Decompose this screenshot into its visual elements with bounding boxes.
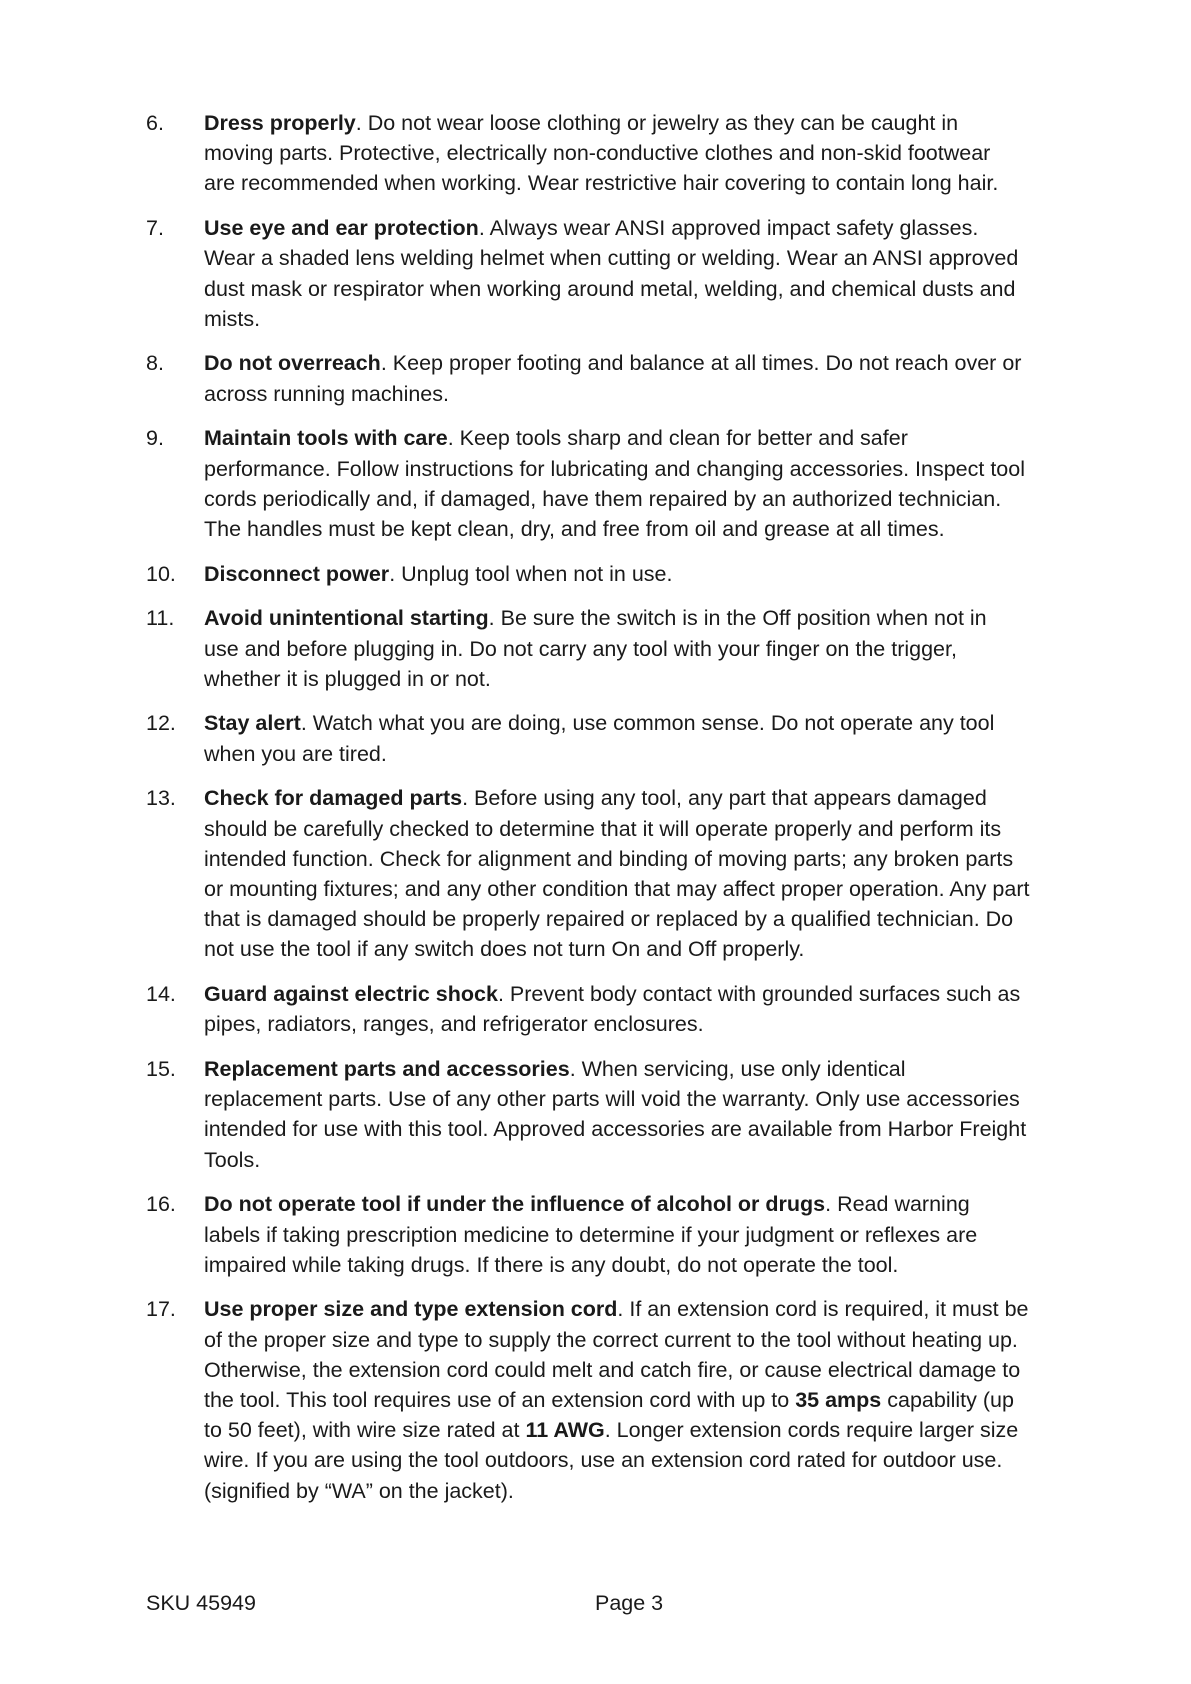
text-line [204,1385,1129,1415]
item-number: 13. [146,786,176,811]
text-run: capability (up [881,1388,1014,1413]
list-item [146,108,1126,199]
text-line [204,1355,1129,1385]
text-run: dust mask or respirator when working around metal, welding, and chemical dusts and [204,276,1016,301]
text-run: intended function. Check for alignment and binding of moving parts; any broken parts [204,846,1014,871]
item-text [204,1054,1129,1175]
footer-page-number: Page 3 [595,1591,664,1615]
text-line [204,108,1129,138]
item-text [204,783,1129,964]
text-run: the tool. This tool requires use of an extension cord with up to [204,1388,796,1413]
text-run: that is damaged should be properly repaired or replaced by a qualified technician. Do [204,907,1014,932]
text-run: . If an extension cord is required, it must be [617,1297,1029,1322]
text-run: intended for use with this tool. Approved accessories are available from Harbor Freight [204,1117,1027,1142]
text-run: (signified by “WA” on the jacket). [204,1478,514,1503]
text-run: . Prevent body contact with grounded surfaces such as [497,982,1021,1007]
bold-heading: Dress properly [204,111,356,135]
text-run: wire. If you are using the tool outdoors, use an extension cord rated for outdoor use. [204,1448,1003,1473]
item-text [204,708,1129,768]
text-line [204,514,1129,544]
bold-heading: Use eye and ear protection [204,216,479,241]
item-text [204,559,1129,589]
text-line [204,484,1129,514]
text-run: . Unplug tool when not in use. [389,561,673,586]
list-item [146,708,1126,768]
text-line [204,979,1129,1009]
bold-heading: Do not overreach [204,351,381,376]
text-run: . Longer extension cords require larger size [604,1418,1019,1443]
item-text [204,1189,1129,1280]
item-number: 11. [146,606,175,631]
text-line [204,1445,1129,1475]
item-number: 10. [146,561,176,586]
text-run: whether it is plugged in or not. [204,666,491,691]
text-run: . Watch what you are doing, use common sense. Do not operate any tool [300,711,995,736]
list-item [146,1189,1126,1280]
text-line [204,1250,1129,1280]
text-line [204,664,1129,694]
item-text [204,979,1129,1039]
safety-rules-list [146,108,1126,1520]
item-text [204,108,1129,199]
text-line [204,1476,1129,1506]
bold-heading: Do not operate tool if under the influence of alcohol or drugs [204,1192,826,1217]
item-text [204,1294,1129,1505]
text-run: of the proper size and type to supply the correct current to the tool without heating up. [204,1327,1018,1352]
item-text [204,348,1129,408]
list-item [146,1054,1126,1175]
text-line [204,814,1129,844]
item-number: 6. [146,111,164,135]
text-line [204,874,1129,904]
list-item [146,348,1126,408]
text-run: Tools. [204,1147,261,1172]
text-run: The handles must be kept clean, dry, and free from oil and grease at all times. [204,516,945,541]
text-line [204,603,1129,633]
text-run: labels if taking prescription medicine to determine if your judgment or reflexes are [204,1222,978,1247]
text-line [204,454,1129,484]
bold-heading: Disconnect power [204,561,390,586]
text-line [204,1415,1129,1445]
item-number: 8. [146,351,164,376]
text-run: across running machines. [204,381,449,406]
text-run: are recommended when working. Wear restrictive hair covering to contain long hair. [204,171,999,196]
bold-heading: Replacement parts and accessories [204,1056,570,1081]
text-line [204,1294,1129,1324]
item-number: 7. [146,216,164,241]
text-line [204,708,1129,738]
list-item [146,979,1126,1039]
text-run: cords periodically and, if damaged, have them repaired by an authorized technician. [204,486,1002,511]
text-line [204,348,1129,378]
bold-heading: Avoid unintentional starting [204,606,489,631]
text-line [204,138,1129,168]
text-run: . Keep proper footing and balance at all times. Do not reach over or [380,351,1022,376]
item-number: 16. [146,1192,176,1217]
item-number: 14. [146,982,176,1007]
text-run: to 50 feet), with wire size rated at [204,1418,526,1443]
text-run: . Read warning [825,1192,970,1217]
text-line [204,904,1129,934]
list-item [146,559,1126,589]
item-number: 17. [146,1297,176,1322]
text-run: Wear a shaded lens welding helmet when cutting or welding. Wear an ANSI approved [204,246,1019,271]
text-run: when you are tired. [204,741,387,766]
list-item [146,783,1126,964]
text-line [204,243,1129,273]
bold-heading: Check for damaged parts [204,786,463,811]
text-line [204,304,1129,334]
text-line [204,1145,1129,1175]
text-run: or mounting fixtures; and any other condition that may affect proper operation. Any part [204,876,1030,901]
text-run: should be carefully checked to determine that it will operate properly and perform its [204,816,1002,841]
text-run: . Be sure the switch is in the Off position when not in [488,606,987,631]
list-item [146,213,1126,334]
text-run: . When servicing, use only identical [569,1056,906,1081]
text-run: use and before plugging in. Do not carry any tool with your finger on the trigger, [204,636,957,661]
text-run: not use the tool if any switch does not turn On and Off properly. [204,937,805,962]
text-line [204,1189,1129,1219]
bold-heading: Guard against electric shock [204,982,498,1007]
text-run: . Always wear ANSI approved impact safety glasses. [478,216,979,241]
text-line [204,1220,1129,1250]
item-number: 9. [146,426,164,451]
text-line [204,274,1129,304]
text-line [204,1325,1129,1355]
text-run: . Do not wear loose clothing or jewelry as they can be caught in [355,111,959,135]
text-line [204,168,1129,198]
bold-heading: 35 amps [795,1388,882,1413]
text-line [204,1009,1129,1039]
text-line [204,213,1129,243]
text-run: moving parts. Protective, electrically non-conductive clothes and non-skid footwear [204,141,991,166]
bold-heading: 11 AWG [525,1418,605,1443]
item-text [204,423,1129,544]
text-run: replacement parts. Use of any other parts will void the warranty. Only use accessories [204,1087,1020,1112]
text-line [204,1054,1129,1084]
text-run: impaired while taking drugs. If there is any doubt, do not operate the tool. [204,1252,899,1277]
bold-heading: Maintain tools with care [204,426,448,451]
text-run: mists. [204,306,261,331]
text-line [204,379,1129,409]
text-line [204,739,1129,769]
footer-sku: SKU 45949 [146,1591,256,1615]
bold-heading: Use proper size and type extension cord [204,1297,618,1322]
text-line [204,844,1129,874]
text-line [204,1114,1129,1144]
text-run: pipes, radiators, ranges, and refrigerator enclosures. [204,1012,704,1037]
item-text [204,213,1129,334]
text-line [204,559,1129,589]
list-item [146,603,1126,694]
item-text [204,603,1129,694]
bold-heading: Stay alert [204,711,301,736]
text-line [204,934,1129,964]
text-line [204,1084,1129,1114]
list-item [146,423,1126,544]
text-line [204,634,1129,664]
item-number: 15. [146,1056,176,1081]
text-run: performance. Follow instructions for lubricating and changing accessories. Inspect tool [204,456,1025,481]
list-item [146,1294,1126,1505]
text-run: . Keep tools sharp and clean for better and safer [447,426,908,451]
item-number: 12. [146,711,176,736]
text-line [204,423,1129,453]
text-run: . Before using any tool, any part that appears damaged [462,786,987,811]
text-line [204,783,1129,813]
text-run: Otherwise, the extension cord could melt and catch fire, or cause electrical damage to [204,1357,1021,1382]
